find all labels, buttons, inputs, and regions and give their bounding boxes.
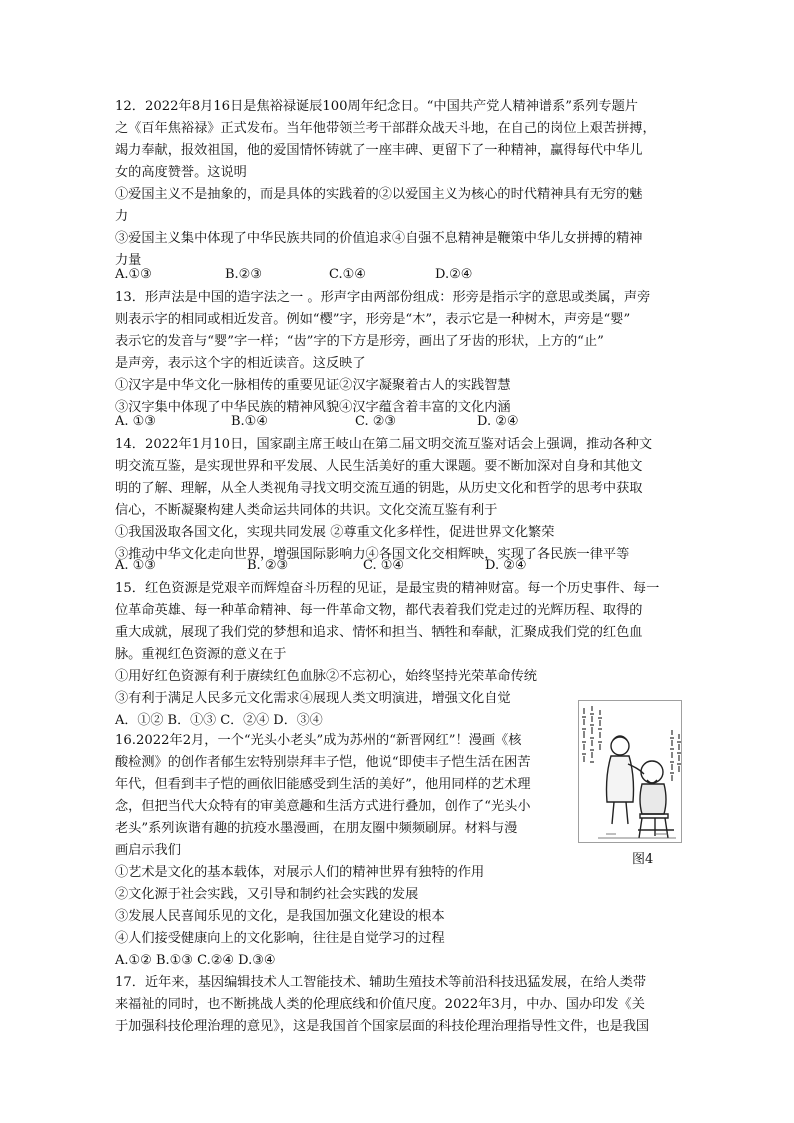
option-b[interactable]: B.①④: [231, 414, 268, 429]
q16-statement: ④人们接受健康向上的文化影响，往往是自觉学习的过程: [115, 931, 445, 946]
q12-line: 之《百年焦裕禄》正式发布。当年他带领兰考干部群众战天斗地，在自己的岗位上艰苦拼搏，: [115, 121, 656, 136]
q14-statement: ①我国汲取各国文化，实现共同发展 ②尊重文化多样性，促进世界文化繁荣: [115, 525, 555, 540]
q16-line: 老头”系列诙谐有趣的抗疫水墨漫画，在朋友圈中频频刷屏。材料与漫: [115, 821, 518, 836]
q15-line: 位革命英雄、每一种革命精神、每一件革命文物，都代表着我们党走过的光辉历程、取得的: [115, 603, 643, 618]
option-b[interactable]: B.②③: [225, 267, 262, 282]
option-a[interactable]: A. ①③: [115, 558, 156, 573]
option-d[interactable]: D. ②④: [485, 558, 527, 573]
q12-statement: 力量: [115, 253, 142, 268]
q15-statement: ③有利于满足人民多元文化需求④展现人类文明演进，增强文化自觉: [115, 691, 511, 706]
q12-statement: ①爱国主义不是抽象的，而是具体的实践着的②以爱国主义为核心的时代精神具有无穷的魅: [115, 187, 643, 202]
figure-caption: 图4: [632, 852, 654, 867]
q15-statement: ①用好红色资源有利于赓续红色血脉②不忘初心，始终坚持光荣革命传统: [115, 669, 537, 684]
option-a[interactable]: A.①③: [115, 267, 152, 282]
q16-line: 画启示我们: [115, 843, 181, 858]
q13-line: 表示它的发音与“婴”字一样；“齿”字的下方是形旁，画出了牙齿的形状，上方的“止”: [115, 334, 604, 349]
q15-options[interactable]: A．①② B．①③ C．②④ D．③④: [115, 713, 323, 728]
option-c[interactable]: C.①④: [329, 267, 366, 282]
q16-line: 酸检测》的创作者郁生宏特别崇拜丰子恺，他说“即使丰子恺生活在困苦: [115, 755, 531, 770]
q13-line: 13．形声法是中国的造字法之一 。形声字由两部份组成：形旁是指示字的意思或类属，声旁: [115, 290, 651, 305]
q14-line: 明交流互鉴，是实现世界和平发展、人民生活美好的重大课题。要不断加深对自身和其他文: [115, 459, 643, 474]
q14-line: 14．2022年1月10日，国家副主席王岐山在第二届文明交流互鉴对话会上强调，推动各种文: [115, 437, 653, 452]
q16-line: 年代，但看到丰子恺的画依旧能感受到生活的美好”，他用同样的艺术理: [115, 777, 531, 792]
q12-statement: ③爱国主义集中体现了中华民族共同的价值追求④自强不息精神是鞭策中华儿女拼搏的精神: [115, 231, 643, 246]
q12-line: 12．2022年8月16日是焦裕禄诞辰100周年纪念日。“中国共产党人精神谱系”系列专题片: [115, 99, 638, 114]
q16-statement: ①艺术是文化的基本载体，对展示人们的精神世界有独特的作用: [115, 865, 485, 880]
q15-line: 15．红色资源是党艰辛而辉煌奋斗历程的见证，是最宝贵的精神财富。每一个历史事件、每一: [115, 581, 660, 596]
option-b[interactable]: B. ②③: [247, 558, 289, 573]
option-c[interactable]: C. ①④: [363, 558, 405, 573]
q17-line: 于加强科技伦理治理的意见》，这是我国首个国家层面的科技伦理治理指导性文件，也是我国: [115, 1019, 650, 1034]
q13-statement: ③汉字集中体现了中华民族的精神风貌④汉字蕴含着丰富的文化内涵: [115, 400, 511, 415]
q14-line: 明的了解、理解，从全人类视角寻找文明交流互通的钥匙，从历史文化和哲学的思考中获取: [115, 481, 643, 496]
q16-statement: ③发展人民喜闻乐见的文化，是我国加强文化建设的根本: [115, 909, 445, 924]
q16-line: 16.2022年2月，一个“光头小老头”成为苏州的“新晋网红”！漫画《核: [115, 733, 522, 748]
q14-line: 信心，不断凝聚构建人类命运共同体的共识。文化交流互鉴有利于: [115, 503, 498, 518]
q16-options[interactable]: A.①② B.①③ C.②④ D.③④: [115, 953, 276, 968]
q15-line: 重大成就，展现了我们党的梦想和追求、情怀和担当、牺牲和奉献，汇聚成我们党的红色血: [115, 625, 643, 640]
option-d[interactable]: D.②④: [435, 267, 473, 282]
q15-line: 脉。重视红色资源的意义在于: [115, 647, 287, 662]
q12-line: 竭力奉献，报效祖国，他的爱国情怀铸就了一座丰碑、更留下了一种精神，赢得每代中华儿: [115, 143, 643, 158]
q12-line: 女的高度赞誉。这说明: [115, 165, 247, 180]
q14-statement: ③推动中华文化走向世界，增强国际影响力④各国文化交相辉映，实现了各民族一律平等: [115, 547, 630, 562]
cartoon-illustration: [578, 700, 682, 843]
q13-line: 则表示字的相同或相近发音。例如“樱”字，形旁是“木”，表示它是一种树木，声旁是“婴”: [115, 312, 631, 327]
q13-statement: ①汉字是中华文化一脉相传的重要见证②汉字凝聚着古人的实践智慧: [115, 378, 511, 393]
q17-line: 17．近年来，基因编辑技术人工智能技术、辅助生殖技术等前沿科技迅猛发展，在给人类带: [115, 975, 647, 990]
q16-line: 念，但把当代大众特有的审美意趣和生活方式进行叠加，创作了“光头小: [115, 799, 531, 814]
q17-line: 来福祉的同时，也不断挑战人类的伦理底线和价值尺度。2022年3月，中办、国办印发《关: [115, 997, 645, 1012]
q16-statement: ②文化源于社会实践，又引导和制约社会实践的发展: [115, 887, 419, 902]
q13-line: 是声旁，表示这个字的相近读音。这反映了: [115, 356, 366, 371]
option-c[interactable]: C. ②③: [355, 414, 397, 429]
option-a[interactable]: A. ①③: [115, 414, 156, 429]
q12-statement: 力: [115, 209, 129, 224]
option-d[interactable]: D. ②④: [477, 414, 519, 429]
